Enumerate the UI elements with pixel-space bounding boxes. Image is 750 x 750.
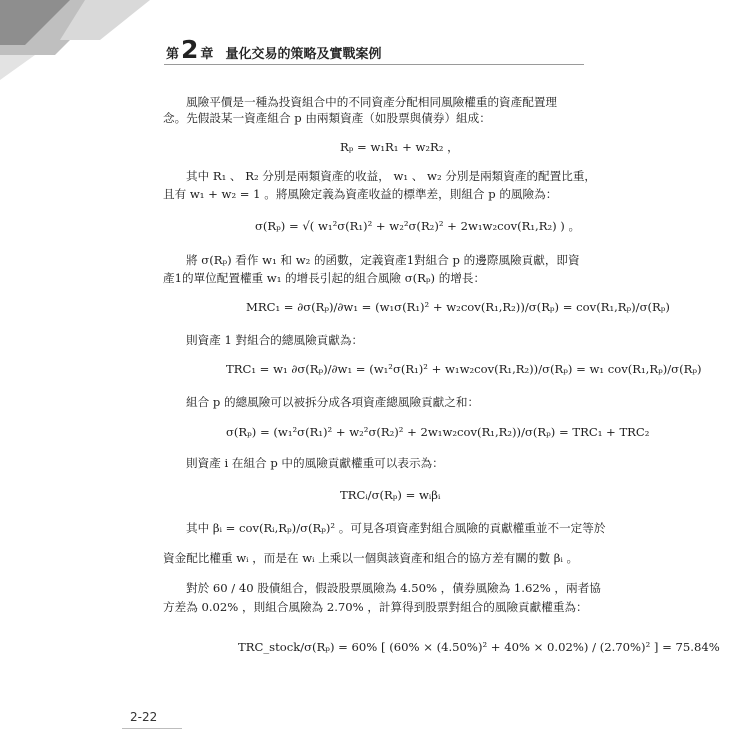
equation-total-risk-contribution <box>226 362 702 376</box>
paragraph-fragment: 。可見各項資產對組合風險的貢獻權重並不一定等於 <box>338 521 606 535</box>
paragraph-line: 將 σ(Rₚ) 看作 w₁ 和 w₂ 的函數，定義資產1對組合 p 的邊際風險貢獻，即資 <box>186 253 580 267</box>
equation-text: MRC₁ = ∂σ(Rₚ)/∂w₁ = (w₁σ(R₁)² + w₂cov(R₁,R₂))/σ(Rₚ) = cov(R₁,Rₚ)/σ(Rₚ) <box>246 300 670 314</box>
paragraph-line: 資金配比權重 wᵢ ，而是在 wᵢ 上乘以一個與該資產和組合的協方差有關的數 βᵢ 。 <box>163 551 579 565</box>
paragraph-line: 念。先假設某一資產組合 p 由兩類資產（如股票與債券）組成： <box>163 111 491 125</box>
paragraph-line: 其中 R₁ 、 R₂ 分別是兩類資產的收益， w₁ 、 w₂ 分別是兩類資產的配置比重， <box>186 169 597 183</box>
equation-text: σ(Rₚ) = √( w₁²σ(R₁)² + w₂²σ(R₂)² + 2w₁w₂cov(R₁,R₂) ) 。 <box>255 219 581 233</box>
equation-risk-decomposition <box>226 425 649 439</box>
page-number: 2-22 <box>130 710 158 724</box>
paragraph-line: 風險平價是一種為投資組合中的不同資產分配相同風險權重的資產配置理 <box>186 95 558 109</box>
equation-text: σ(Rₚ) = (w₁²σ(R₁)² + w₂²σ(R₂)² + 2w₁w₂cov(R₁,R₂))/σ(Rₚ) = TRC₁ + TRC₂ <box>226 425 650 439</box>
paragraph-line: 且有 w₁ + w₂ = 1 。將風險定義為資產收益的標準差，則組合 p 的風險為： <box>163 187 558 201</box>
equation-text: TRC₁ = w₁ ∂σ(Rₚ)/∂w₁ = (w₁²σ(R₁)² + w₁w₂cov(R₁,R₂))/σ(Rₚ) = w₁ cov(R₁,Rₚ)/σ(Rₚ) <box>226 362 702 376</box>
header-rule <box>164 64 584 65</box>
paragraph-line: 對於 60 / 40 股債組合，假設股票風險為 4.50% ，債券風險為 1.62% ，兩者協 <box>186 581 601 595</box>
paragraph-fragment: 其中 <box>186 521 210 535</box>
equation-text: TRCᵢ/σ(Rₚ) = wᵢβᵢ <box>340 488 441 502</box>
chapter-prefix: 第 <box>166 47 180 62</box>
chapter-title: 量化交易的策略及實戰案例 <box>225 47 382 62</box>
inline-equation-beta: βᵢ = cov(Rᵢ,Rₚ)/σ(Rₚ)² <box>212 521 336 535</box>
paragraph-line: 組合 p 的總風險可以被拆分成各項資產總風險貢獻之和： <box>186 395 480 409</box>
paragraph-line: 產1的單位配置權重 w₁ 的增長引起的組合風險 σ(Rₚ) 的增長： <box>163 271 486 285</box>
equation-stock-risk-weight <box>238 640 720 654</box>
chapter-number: 2 <box>181 35 199 64</box>
equation-marginal-risk-contribution <box>246 300 670 314</box>
paragraph-line: 方差為 0.02% ，則組合風險為 2.70% ，計算得到股票對組合的風險貢獻權重為： <box>163 600 588 614</box>
equation-text: TRC_stock/σ(Rₚ) = 60% [ (60% × (4.50%)² + 40% × 0.02%) / (2.70%)² ] = 75.84% <box>238 640 720 654</box>
paragraph-line: 則資產 i 在組合 p 中的風險貢獻權重可以表示為： <box>186 456 444 470</box>
chapter-suffix: 章 <box>200 47 214 62</box>
equation-portfolio-risk <box>255 218 580 234</box>
corner-decoration <box>0 0 180 80</box>
paragraph-line <box>186 520 605 536</box>
equation-risk-weight <box>340 488 440 502</box>
equation-text: Rₚ = w₁R₁ + w₂R₂ ， <box>340 140 459 154</box>
chapter-header <box>166 34 586 62</box>
equation-portfolio-return <box>340 139 459 155</box>
footer-rule <box>122 728 182 729</box>
paragraph-line: 則資產 1 對組合的總風險貢獻為： <box>186 333 364 347</box>
